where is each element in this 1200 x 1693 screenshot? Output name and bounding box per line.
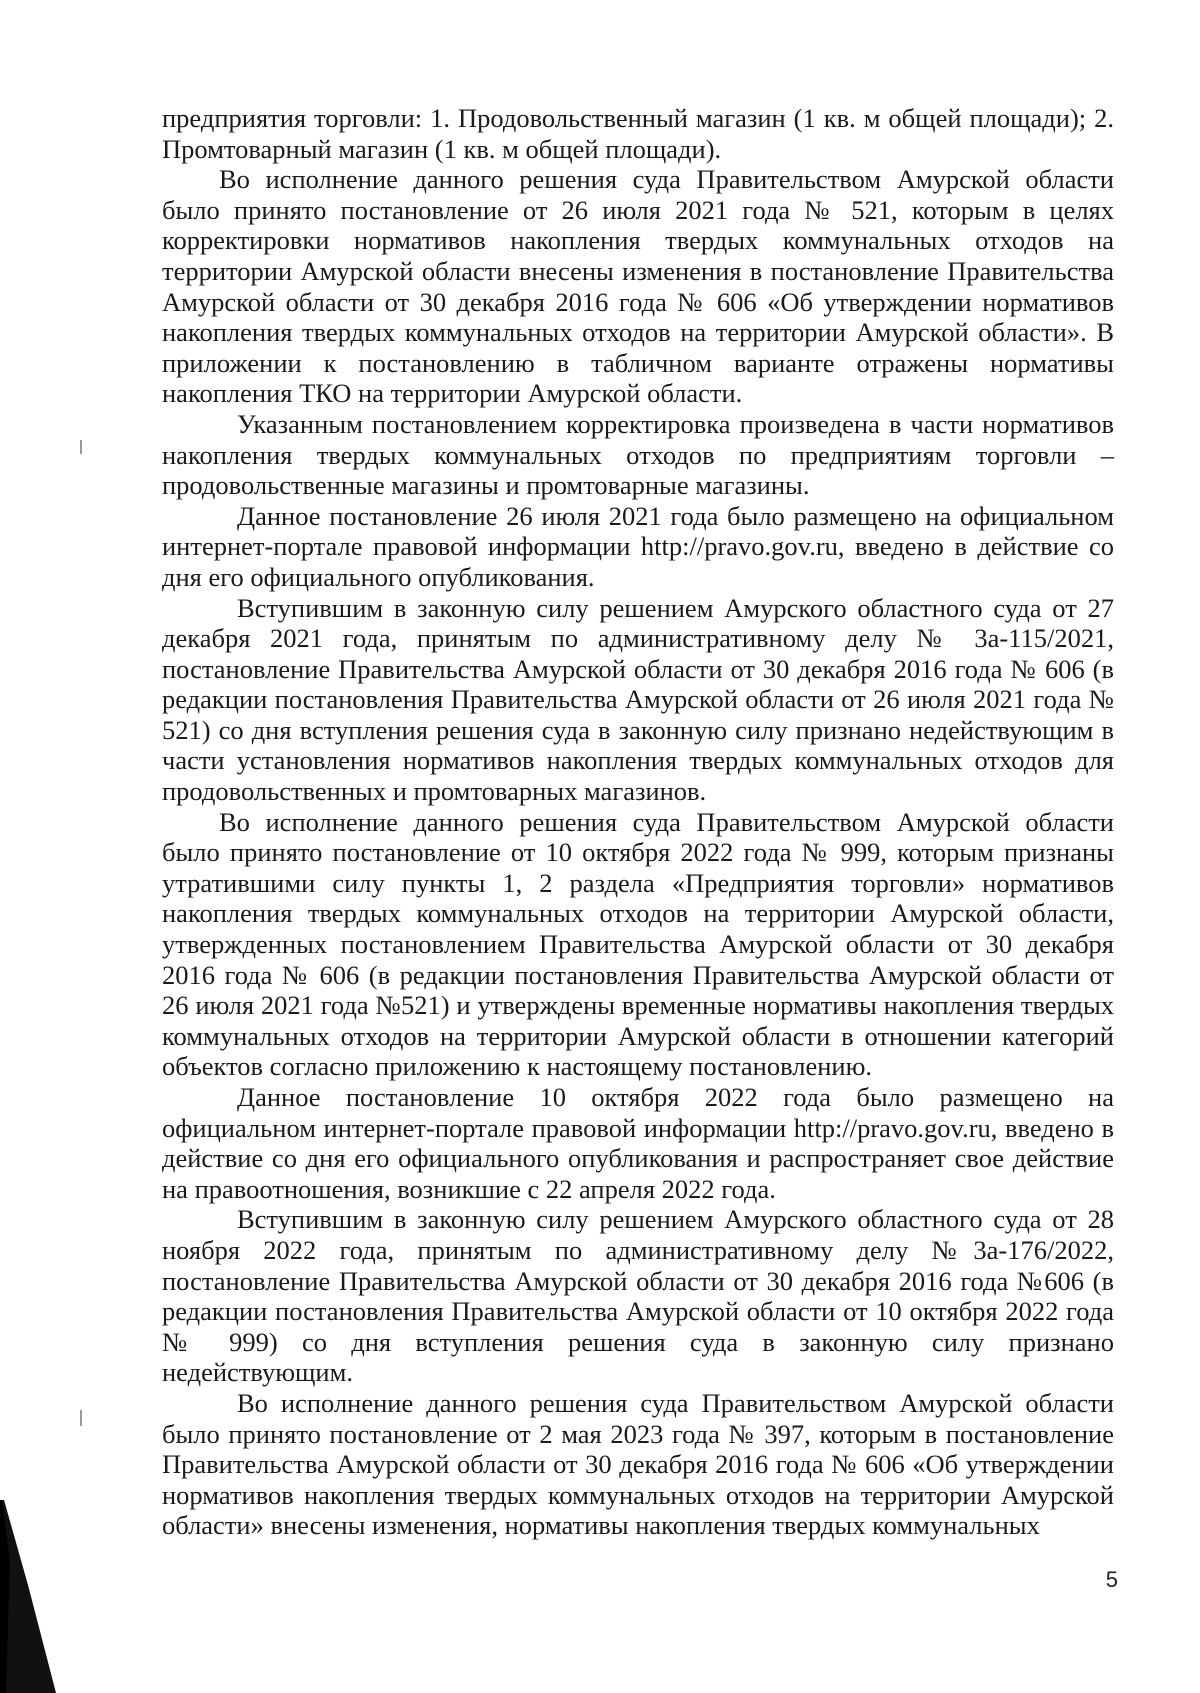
paragraph: Во исполнение данного решения суда Правительством Амурской области было принято постановление от 10 октября 2022 года № 999, которым признаны утратившими силу пункты 1, 2 раздела «Предприятия торговли» нормативов накопления твердых коммунальных отходов на территории Амурской области, утвержденных постановлением Правительства Амурской области от 30 декабря 2016 года № 606 (в редакции постановления Правительства Амурской области от 26 июля 2021 года №521) и утверждены временные нормативы накопления твердых коммунальных отходов на территории Амурской области в отношении категорий объектов согласно приложению к настоящему постановлению. bbox=[162, 806, 1114, 1082]
body-text bbox=[162, 103, 1114, 1541]
paragraph: Во исполнение данного решения суда Правительством Амурской области было принято постановление от 2 мая 2023 года № 397, которым в постановление Правительства Амурской области от 30 декабря 2016 года № 606 «Об утверждении нормативов накопления твердых коммунальных отходов на территории Амурской области» внесены изменения, нормативы накопления твердых коммунальных bbox=[162, 1387, 1114, 1541]
paragraph: Указанным постановлением корректировка произведена в части нормативов накопления твердых коммунальных отходов по предприятиям торговли – продовольственные магазины и промтоварные магазины. bbox=[162, 408, 1114, 501]
scan-binding-shadow bbox=[0, 1500, 60, 1693]
paragraph: Вступившим в законную силу решением Амурского областного суда от 27 декабря 2021 года, принятым по административному делу № 3а-115/2021, постановление Правительства Амурской области от 30 декабря 2016 года № 606 (в редакции постановления Правительства Амурской области от 26 июля 2021 года № 521) со дня вступления решения суда в законную силу признано недействующим в части установления нормативов накопления твердых коммунальных отходов для продовольственных и промтоварных магазинов. bbox=[162, 592, 1114, 807]
paragraph: предприятия торговли: 1. Продовольственный магазин (1 кв. м общей площади); 2. Промтоварный магазин (1 кв. м общей площади). bbox=[162, 103, 1114, 164]
scan-margin-mark bbox=[80, 1410, 82, 1426]
scan-margin-mark bbox=[80, 440, 82, 454]
page-number: 5 bbox=[1105, 1567, 1118, 1592]
paragraph: Во исполнение данного решения суда Правительством Амурской области было принято постановление от 26 июля 2021 года № 521, которым в целях корректировки нормативов накопления твердых коммунальных отходов на территории Амурской области внесены изменения в постановление Правительства Амурской области от 30 декабря 2016 года № 606 «Об утверждении нормативов накопления твердых коммунальных отходов на территории Амурской области». В приложении к постановлению в табличном варианте отражены нормативы накопления ТКО на территории Амурской области. bbox=[162, 164, 1114, 409]
paragraph: Данное постановление 10 октября 2022 года было размещено на официальном интернет-портале правовой информации http://pravo.gov.ru, введено в действие со дня его официального опубликования и распространяет свое действие на правоотношения, возникшие с 22 апреля 2022 года. bbox=[162, 1082, 1114, 1204]
paragraph: Данное постановление 26 июля 2021 года было размещено на официальном интернет-портале правовой информации http://pravo.gov.ru, введено в действие со дня его официального опубликования. bbox=[162, 500, 1114, 592]
paragraph: Вступившим в законную силу решением Амурского областного суда от 28 ноября 2022 года, принятым по административному делу №3а-176/2022, постановление Правительства Амурской области от 30 декабря 2016 года №606 (в редакции постановления Правительства Амурской области от 10 октября 2022 года № 999) со дня вступления решения суда в законную силу признано недействующим. bbox=[162, 1204, 1114, 1388]
